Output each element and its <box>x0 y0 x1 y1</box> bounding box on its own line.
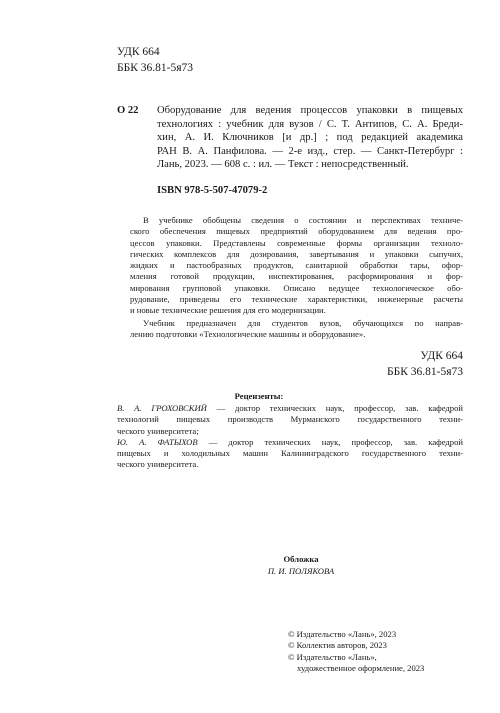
author-mark: О 22 <box>117 105 139 116</box>
bibliographic-record <box>157 104 463 172</box>
abstract-line: ского обеспечения пищевых предприятий оборудованием для ведения про- <box>130 226 463 237</box>
reviewer-line: пищевых и холодильных машин Калининградского государственного техни- <box>117 448 463 459</box>
classification-bottom <box>300 348 463 380</box>
copyright-line: © Издательство «Лань», 2023 <box>288 629 397 639</box>
purpose-line: Учебник предназначен для студентов вузов, обучающихся по направ- <box>143 318 463 328</box>
purpose-line: лению подготовки «Технологические машины и оборудование». <box>130 329 366 340</box>
udc-code: УДК 664 <box>420 350 463 362</box>
reviewer-line: технологий пищевых производств Мурманского государственного техни- <box>117 414 463 425</box>
copyright-line: художественное оформление, 2023 <box>297 662 425 673</box>
bbk-code: ББК 36.81-5я73 <box>117 62 193 74</box>
copyright-block <box>288 629 424 674</box>
bib-line: технологиях : учебник для вузов / С. Т. Антипов, С. А. Бреди- <box>157 118 463 130</box>
abstract-line: жидких и пастообразных продуктов, санитарной обработки тары, офор- <box>130 260 463 271</box>
reviewers-heading: Рецензенты: <box>234 391 284 401</box>
reviewer-name: Ю. А. ФАТЫХОВ <box>117 436 198 447</box>
abstract-line: и новые технические решения для его модернизации. <box>130 305 326 316</box>
purpose <box>130 318 463 341</box>
abstract-line: рудование, приведены его технические характеристики, инженерные расчеты <box>130 294 463 305</box>
cover-label: Обложка <box>283 554 319 564</box>
classification-top <box>117 44 193 76</box>
cover-artist: П. И. ПОЛЯКОВА <box>267 566 335 576</box>
copyright-line: © Издательство «Лань», <box>288 651 377 662</box>
abstract-line: мирования групповой упаковки. Описано ведущее технологическое обо- <box>130 282 463 293</box>
copyright-line: © Коллектив авторов, 2023 <box>288 640 387 651</box>
bib-line: Лань, 2023. — 608 с. : ил. — Текст : непосредственный. <box>157 159 409 171</box>
isbn: ISBN 978-5-507-47079-2 <box>157 185 268 196</box>
reviewer-line: ческого университета. <box>117 459 199 470</box>
reviewer-name: В. А. ГРОХОВСКИЙ <box>117 403 207 413</box>
bib-line: Оборудование для ведения процессов упаковки в пищевых <box>157 105 463 116</box>
reviewer-line: ческого университета; <box>117 425 199 436</box>
reviewer-entry: Ю. А. ФАТЫХОВ — доктор технических наук, профессор, зав. кафедрой <box>117 436 463 447</box>
udc-code: УДК 664 <box>117 46 160 58</box>
abstract-line: В учебнике обобщены сведения о состоянии и перспективах техниче- <box>143 215 463 225</box>
abstract-line: гических комплексов для дозирования, завертывания и упаковки сыпучих, <box>130 248 463 259</box>
abstract-line: цессов упаковки. Представлены современные формы организации техноло- <box>130 237 463 248</box>
bbk-code: ББК 36.81-5я73 <box>387 366 463 378</box>
abstract-line: мления готовой продукции, инспектирования, расформирования и фор- <box>130 271 463 282</box>
bib-line: хин, А. И. Ключников [и др.] ; под редакцией академика <box>157 132 463 144</box>
bib-line: РАН В. А. Панфилова. — 2-е изд., стер. — Санкт-Петербург : <box>157 145 463 157</box>
reviewers <box>117 403 463 471</box>
abstract <box>130 215 463 317</box>
reviewer-entry: В. А. ГРОХОВСКИЙ — доктор технических наук, профессор, зав. кафедрой <box>117 403 463 413</box>
